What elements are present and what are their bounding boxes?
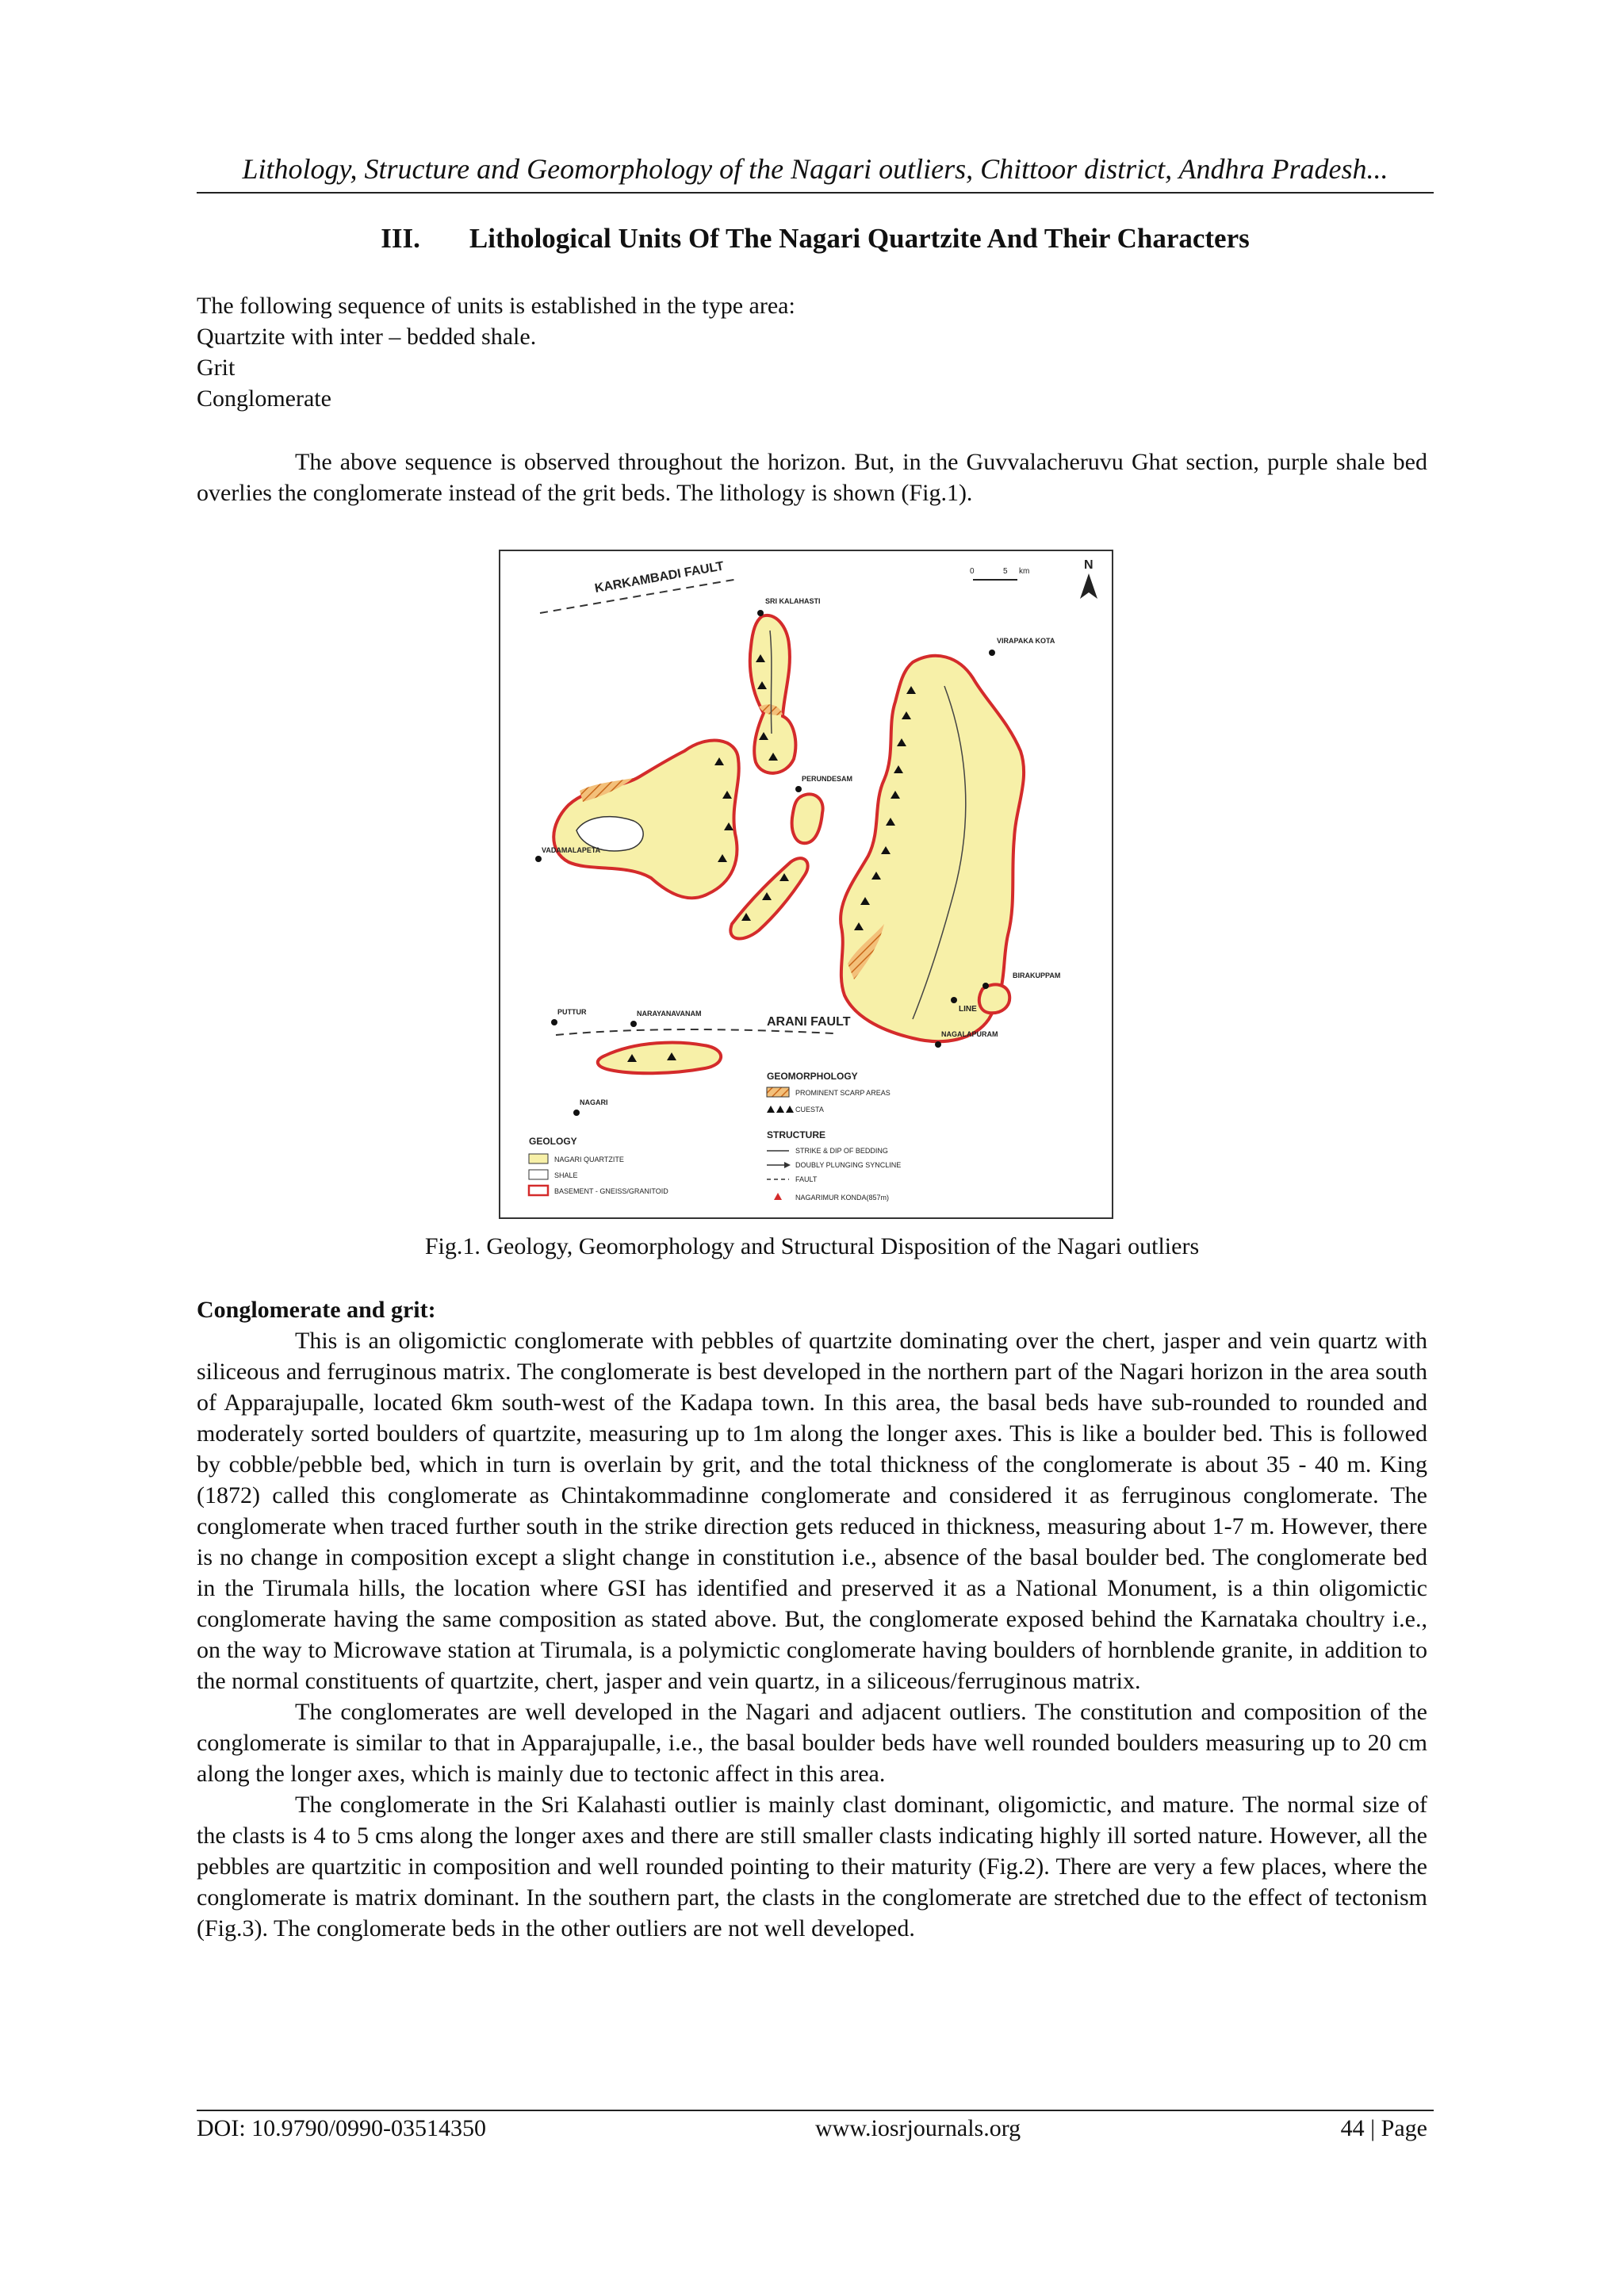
legend-item: DOUBLY PLUNGING SYNCLINE	[795, 1161, 902, 1169]
place-label-perundesam: PERUNDESAM	[802, 775, 853, 783]
header-rule	[197, 192, 1434, 194]
sri-kalahasti-outlier	[750, 615, 796, 773]
legend-item: BASEMENT - GNEISS/GRANITOID	[554, 1187, 668, 1195]
southern-outlier	[598, 1043, 721, 1074]
arani-fault-label: ARANI FAULT	[767, 1015, 851, 1029]
place-label-vadamalapeta: VADAMALAPETA	[542, 846, 601, 854]
geology-map-figure	[499, 550, 1113, 1219]
legend-item: NAGARIMUR KONDA(857m)	[795, 1194, 890, 1202]
place-label-narayanavanam: NARAYANAVANAM	[637, 1010, 702, 1018]
legend-item: CUESTA	[795, 1106, 824, 1114]
peak-triangle-icon	[774, 1193, 782, 1200]
place-label-nagalapuram: NAGALAPURAM	[941, 1030, 998, 1038]
subsection-heading: Conglomerate and grit:	[197, 1297, 436, 1323]
footer-rule	[197, 2110, 1434, 2111]
section-heading	[197, 220, 1434, 257]
sequence-intro: The following sequence of units is established in the type area:	[197, 293, 795, 319]
paragraph: The above sequence is observed throughout the horizon. But, in the Guvvalacheruvu Ghat section, purple shale bed overlies the conglomerate instead of the grit beds. The lithology is shown (Fig.1).	[197, 449, 1427, 506]
legend-swatch-basement	[529, 1186, 548, 1195]
legend-swatch-shale	[529, 1170, 548, 1179]
paragraph: The conglomerates are well developed in the Nagari and adjacent outliers. The constitution and composition of the conglomerate is similar to that in Apparajupalle, i.e., the basal boulder beds have well rounded boulders measuring up to 20 cm along the longer axes, which is mainly due to tectonic affect in this area.	[197, 1699, 1427, 1787]
intro-paragraph	[197, 447, 1427, 508]
legend-cuesta-icon	[767, 1106, 794, 1113]
place-label-virapaka-kota: VIRAPAKA KOTA	[997, 637, 1055, 645]
legend-item: FAULT	[795, 1175, 818, 1183]
legend-item: PROMINENT SCARP AREAS	[795, 1089, 891, 1097]
conglomerate-body	[197, 1325, 1427, 1944]
birakuppam-outlier	[979, 984, 1009, 1013]
legend-item: SHALE	[554, 1171, 578, 1179]
paragraph: The conglomerate in the Sri Kalahasti outlier is mainly clast dominant, oligomictic, and mature. The normal size of the clasts is 4 to 5 cms along the longer axes and there are still smaller clasts indicating highly ill sorted nature. However, all the pebbles are quartzitic in composition and well rounded pointing to their maturity (Fig.2). There are very a few places, where the conglomerate is matrix dominant. In the southern part, the clasts in the conglomerate are stretched due to the effect of tectonism (Fig.3). The conglomerate beds in the other outliers are not well developed.	[197, 1792, 1427, 1941]
arani-fault-line	[556, 1029, 833, 1035]
scale-five: 5	[1003, 567, 1008, 576]
place-label-nagari: NAGARI	[580, 1098, 608, 1106]
geology-map	[500, 551, 1112, 1217]
paragraph: This is an oligomictic conglomerate with pebbles of quartzite dominating over the chert, jasper and vein quartz with siliceous and ferruginous matrix. The conglomerate is best developed in the northern part of the Nagari horizon in the area south of Apparajupalle, located 6km south-west of the Kadapa town. In this area, the basal beds have sub-rounded to rounded and moderately sorted boulders of quartzite, measuring up to 1m along the longer axes. This is like a boulder bed. This is followed by cobble/pebble bed, which in turn is overlain by grit, and the total thickness of the conglomerate is about 35 - 40 m. King (1872) called this conglomerate as Chintakommadinne conglomerate and considered it as ferruginous conglomerate. The conglomerate when traced further south in the strike direction gets reduced in thickness, measuring about 1-7 m. However, there is no change in composition except a slight change in constitution i.e., absence of the basal boulder bed. The conglomerate bed in the Tirumala hills, the location where GSI has identified and preserved it as a National Monument, is a thin oligomictic conglomerate having the same composition as stated above. But, the conglomerate exposed behind the Karnataka choultry i.e., on the way to Microwave station at Tirumala, is a polymictic conglomerate having boulders of hornblende granite, in addition to the normal constituents of quartzite, chert, jasper and vein quartz, in a siliceous/ferruginous matrix.	[197, 1328, 1427, 1694]
footer-doi: DOI: 10.9790/0990-03514350	[197, 2115, 486, 2141]
karkambadi-fault-label: KARKAMBADI FAULT	[593, 559, 726, 596]
legend-item: STRIKE & DIP OF BEDDING	[795, 1147, 888, 1155]
figure-caption: Fig.1. Geology, Geomorphology and Structural Disposition of the Nagari outliers	[424, 1233, 1200, 1259]
legend-item: NAGARI QUARTZITE	[554, 1156, 624, 1163]
section-number: III.	[381, 223, 420, 254]
legend-geomorphology-title: GEOMORPHOLOGY	[767, 1071, 858, 1082]
place-label-birakuppam: BIRAKUPPAM	[1013, 972, 1061, 979]
sequence-unit: Grit	[197, 355, 236, 381]
legend-swatch-quartzite	[529, 1154, 548, 1163]
sequence-unit: Conglomerate	[197, 385, 331, 412]
sequence-unit: Quartzite with inter – bedded shale.	[197, 324, 537, 350]
section-title: Lithological Units Of The Nagari Quartzite And Their Characters	[469, 223, 1250, 254]
scale-zero: 0	[970, 567, 975, 576]
north-arrow-icon	[1080, 573, 1097, 599]
scale-unit: km	[1019, 567, 1030, 576]
perundesam-outlier	[792, 794, 823, 843]
legend-geology-title: GEOLOGY	[529, 1136, 577, 1147]
place-label-line: LINE	[959, 1005, 977, 1014]
footer-website: www.iosrjournals.org	[815, 2115, 1021, 2141]
place-label-sri-kalahasti: SRI KALAHASTI	[765, 597, 821, 605]
unit-sequence	[197, 290, 1427, 414]
running-header: Lithology, Structure and Geomorphology of the Nagari outliers, Chittoor district, Andhra Pradesh...	[242, 153, 1388, 185]
footer-page-number: 44 | Page	[1340, 2115, 1427, 2141]
north-arrow-label: N	[1084, 558, 1094, 572]
syncline-arrow-icon	[784, 1162, 791, 1168]
vadamalapeta-outlier	[553, 741, 738, 899]
legend-structure-title: STRUCTURE	[767, 1129, 825, 1140]
place-label-puttur: PUTTUR	[557, 1008, 587, 1016]
legend-swatch-scarp	[767, 1087, 789, 1097]
